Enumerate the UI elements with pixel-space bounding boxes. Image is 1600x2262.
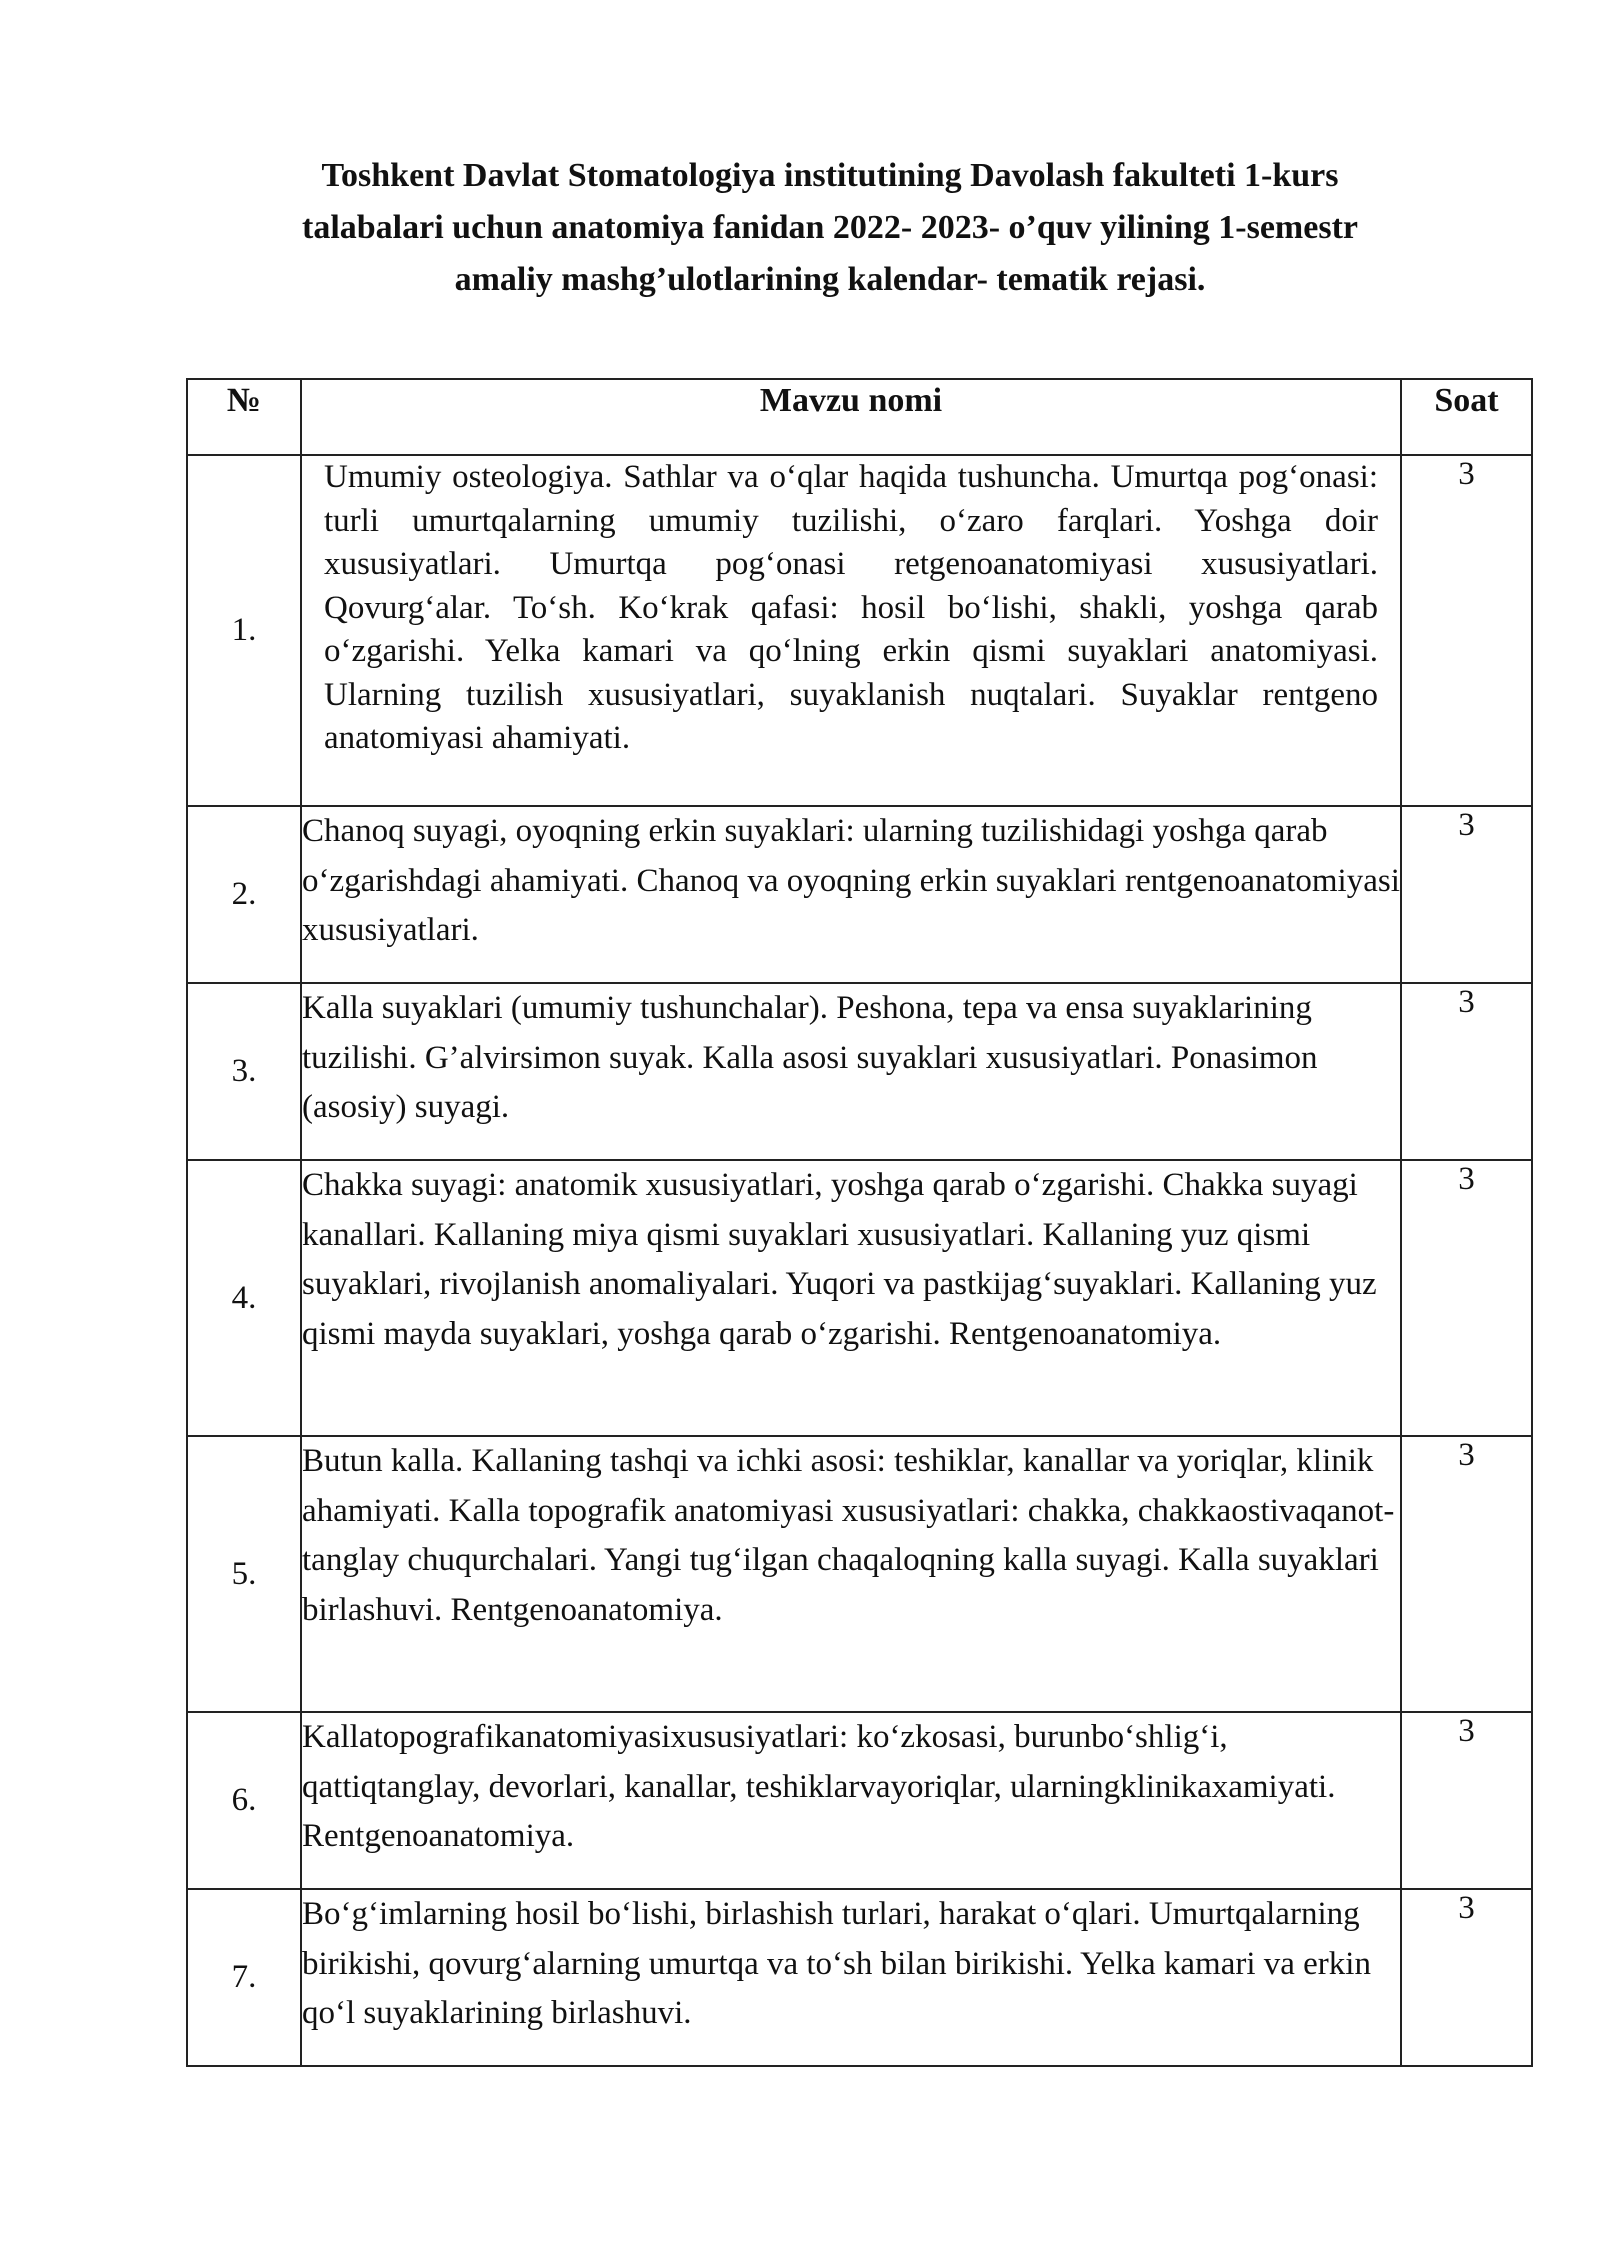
- row-number: 4.: [187, 1160, 301, 1436]
- row-hours: 3: [1401, 1712, 1532, 1889]
- title-line-3: amaliy mashg’ulotlarining kalendar- tematik rejasi.: [454, 261, 1206, 298]
- row-topic: Bo‘g‘imlarning hosil bo‘lishi, birlashish turlari, harakat o‘qlari. Umurtqalarning birikishi, qovurg‘alarning umurtqa va to‘sh bilan birikishi. Yelka kamari va erkin qo‘l suyaklarining birlashuvi.: [301, 1889, 1401, 2066]
- row-number: 5.: [187, 1436, 301, 1712]
- table-row: [187, 983, 1532, 1160]
- row-number: 1.: [187, 455, 301, 806]
- title-line-2: talabalari uchun anatomiya fanidan 2022- 2023- o’quv yilining 1-semestr: [302, 209, 1358, 246]
- row-hours: 3: [1401, 1160, 1532, 1436]
- header-topic: Mavzu nomi: [301, 379, 1401, 455]
- row-hours: 3: [1401, 455, 1532, 806]
- row-topic: Chanoq suyagi, oyoqning erkin suyaklari: ularning tuzilishidagi yoshga qarab o‘zgarishdagi ahamiyati. Chanoq va oyoqning erkin suyaklari rentgenoanatomiyasi xususiyatlari.: [301, 806, 1401, 983]
- row-hours: 3: [1401, 1889, 1532, 2066]
- table-row: [187, 1889, 1532, 2066]
- row-topic: Chakka suyagi: anatomik xususiyatlari, yoshga qarab o‘zgarishi. Chakka suyagi kanallari. Kallaning miya qismi suyaklari xususiyatlari. Kallaning yuz qismi suyaklari, rivojlanish anomaliyalari. Yuqori va pastkijag‘suyaklari. Kallaning yuz qismi mayda suyaklari, yoshga qarab o‘zgarishi. Rentgenoanatomiya.: [301, 1160, 1401, 1436]
- row-topic: Kallatopografikanatomiyasixususiyatlari: ko‘zkosasi, burunbo‘shlig‘i, qattiqtanglay, devorlari, kanallar, teshiklarvayoriqlar, ularningklinikaxamiyati. Rentgenoanatomiya.: [301, 1712, 1401, 1889]
- table-row: [187, 455, 1532, 806]
- row-hours: 3: [1401, 983, 1532, 1160]
- thematic-plan-table: [186, 378, 1533, 2067]
- row-topic: Umumiy osteologiya. Sathlar va o‘qlar haqida tushuncha. Umurtqa pog‘onasi: turli umurtqalarning umumiy tuzilishi, o‘zaro farqlari. Yoshga doir xususiyatlari. Umurtqa pog‘onasi retgenoanatomiyasi xususiyatlari. Qovurg‘alar. To‘sh. Ko‘krak qafasi: hosil bo‘lishi, shakli, yoshga qarab o‘zgarishi. Yelka kamari va qo‘lning erkin qismi suyaklari anatomiyasi. Ularning tuzilish xususiyatlari, suyaklanish nuqtalari. Suyaklar rentgeno anatomiyasi ahamiyati.: [301, 455, 1401, 806]
- table-header-row: [187, 379, 1532, 455]
- table-row: [187, 806, 1532, 983]
- table-row: [187, 1436, 1532, 1712]
- header-number: №: [187, 379, 301, 455]
- title-line-1: Toshkent Davlat Stomatologiya institutining Davolash fakulteti 1-kurs: [321, 157, 1339, 194]
- document-title: [230, 150, 1430, 306]
- row-hours: 3: [1401, 806, 1532, 983]
- table-row: [187, 1712, 1532, 1889]
- row-topic: Butun kalla. Kallaning tashqi va ichki asosi: teshiklar, kanallar va yoriqlar, klinik ahamiyati. Kalla topografik anatomiyasi xususiyatlari: chakka, chakkaostivaqanot-tanglay chuqurchalari. Yangi tug‘ilgan chaqaloqning kalla suyagi. Kalla suyaklari birlashuvi. Rentgenoanatomiya.: [301, 1436, 1401, 1712]
- header-hours: Soat: [1401, 379, 1532, 455]
- row-number: 7.: [187, 1889, 301, 2066]
- row-hours: 3: [1401, 1436, 1532, 1712]
- row-number: 6.: [187, 1712, 301, 1889]
- row-topic: Kalla suyaklari (umumiy tushunchalar). Peshona, tepa va ensa suyaklarining tuzilishi. G’alvirsimon suyak. Kalla asosi suyaklari xususiyatlari. Ponasimon (asosiy) suyagi.: [301, 983, 1401, 1160]
- row-number: 3.: [187, 983, 301, 1160]
- row-number: 2.: [187, 806, 301, 983]
- table-row: [187, 1160, 1532, 1436]
